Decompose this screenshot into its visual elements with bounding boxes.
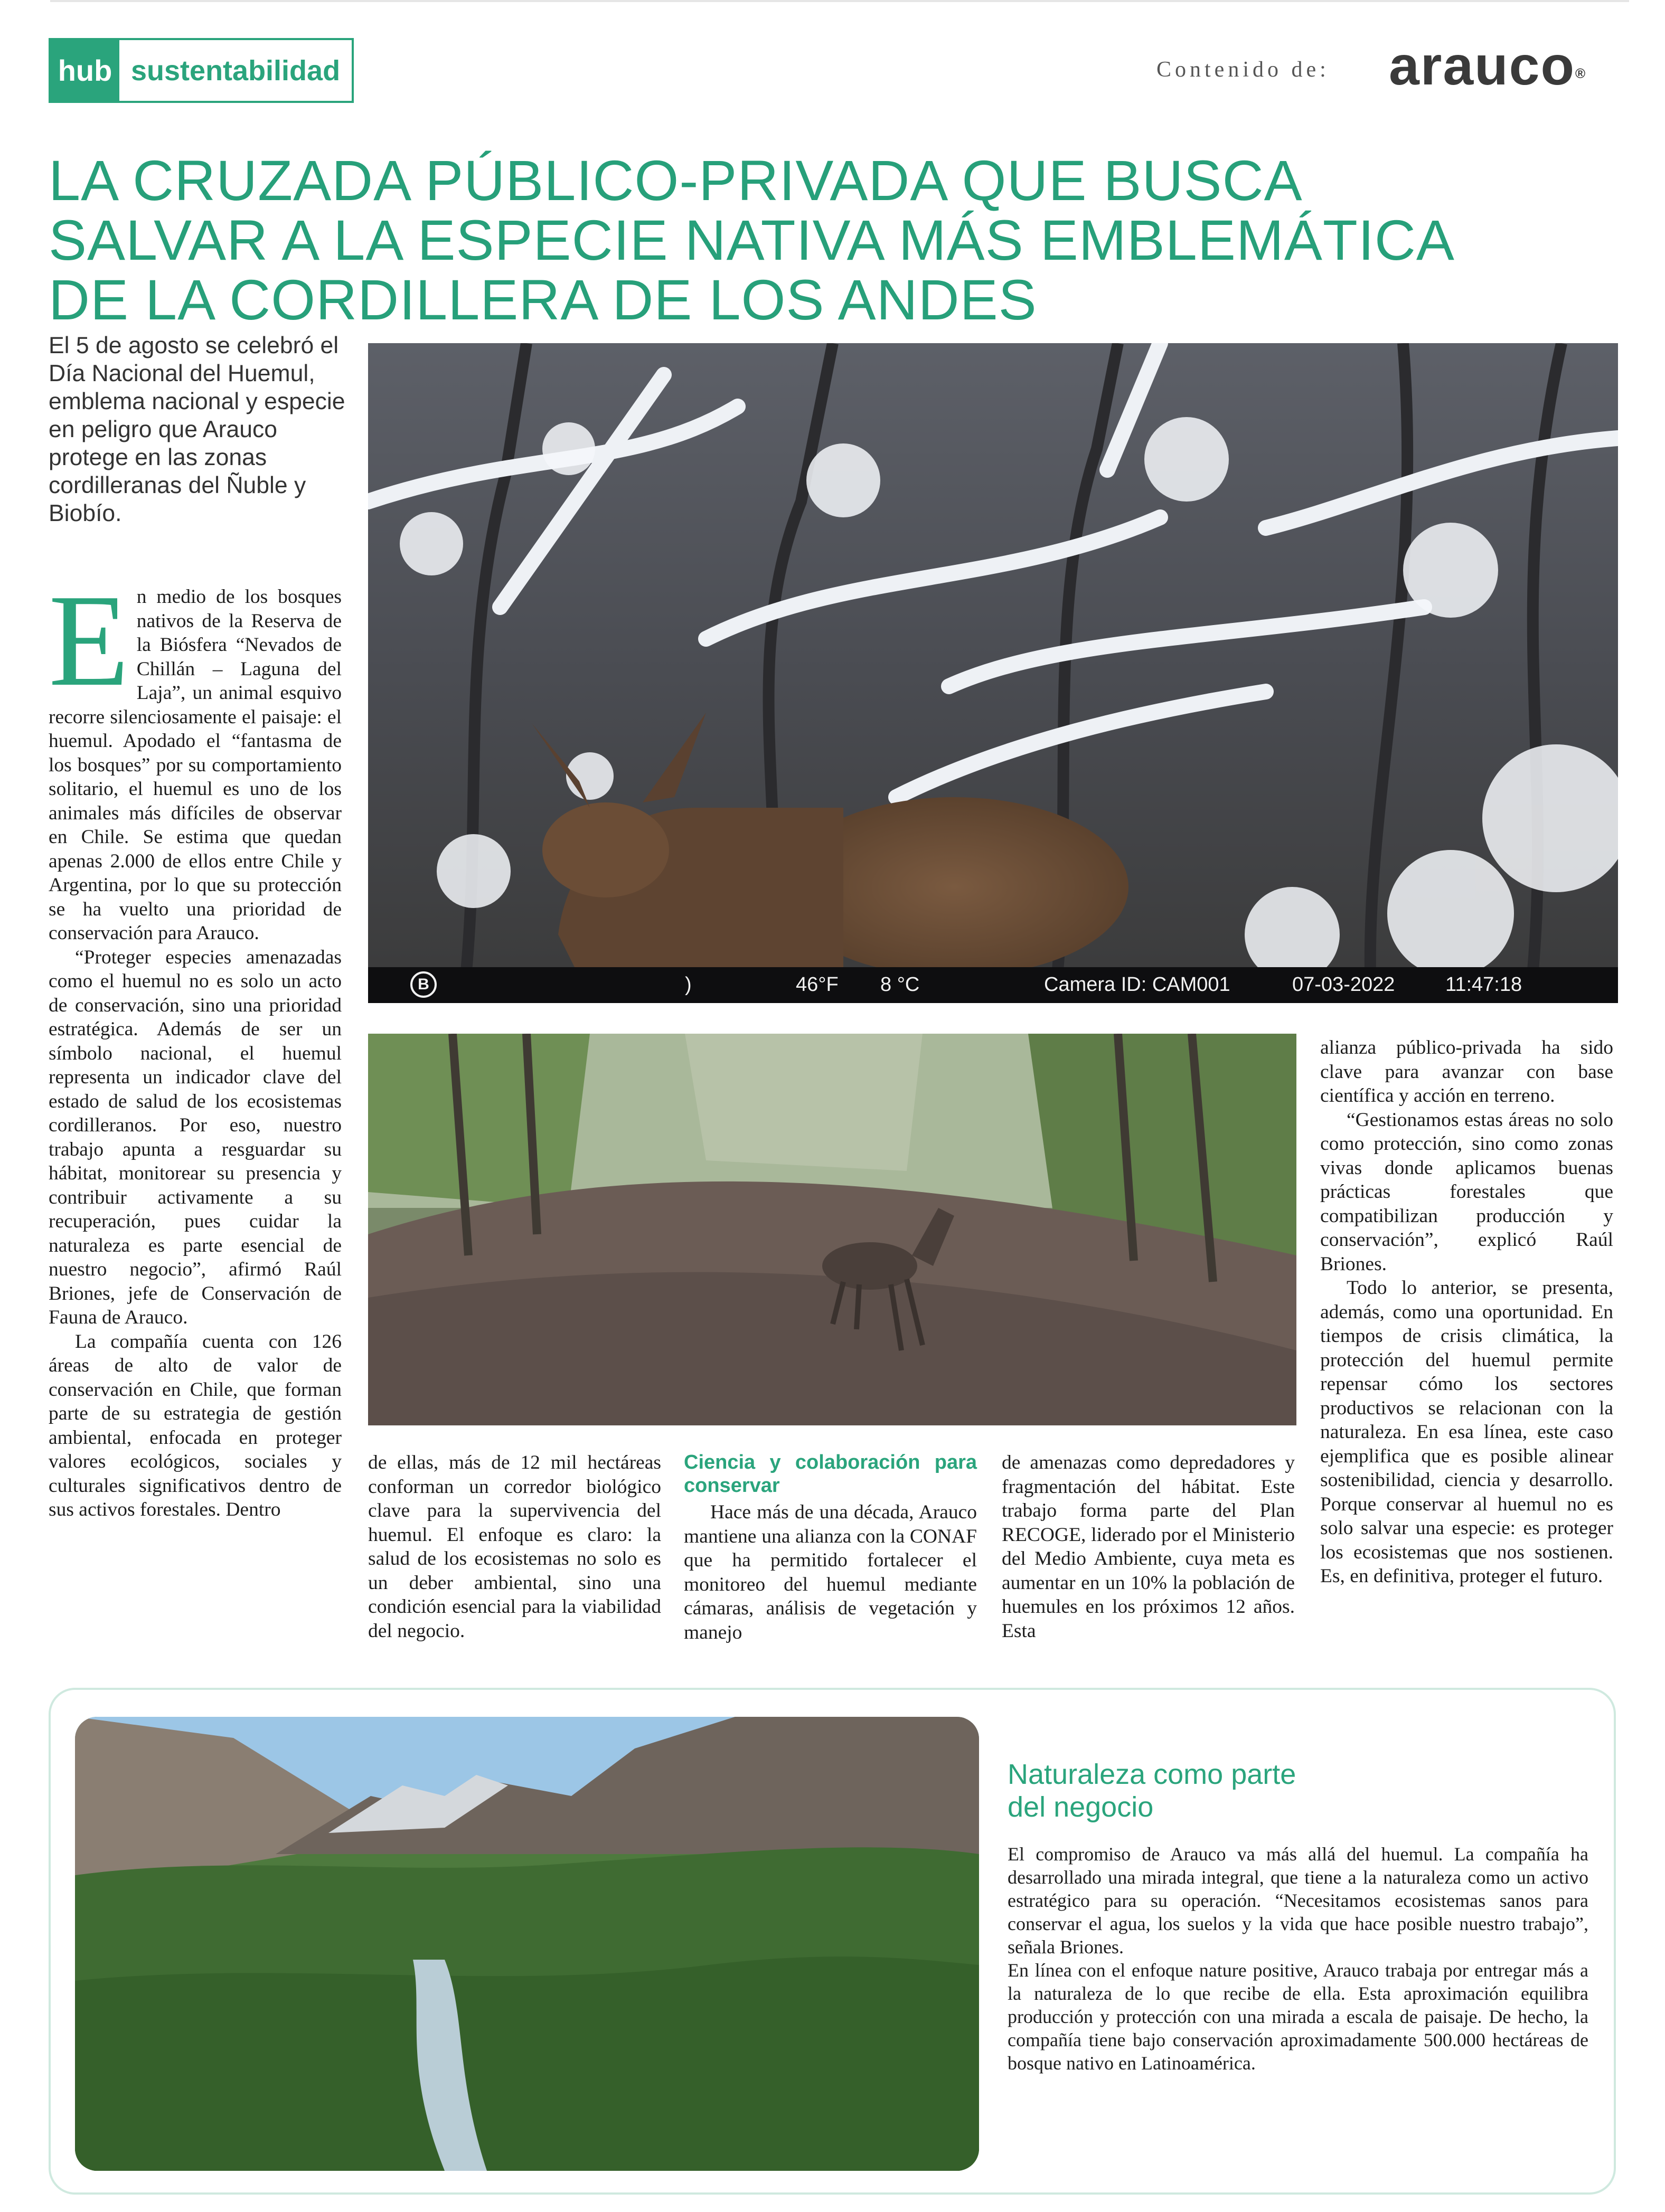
- paragraph: Hace más de una década, Arauco mantiene una alianza con la CONAF que ha permitido fortalecer el monitoreo del huemul mediante cámaras, análisis de vegetación y manejo: [684, 1501, 977, 1643]
- paragraph: En medio de los bosques nativos de la Reserva de la Biósfera “Nevados de Chillán – Laguna del Laja”, un animal esquivo recorre silenciosamente el paisaje: el huemul. Apodado el “fantasma de los bosques” por su comportamiento solitario, el huemul es uno de los animales más difíciles de observar en Chile. Se estima que quedan apenas 2.000 de ellos entre Chile y Argentina, por lo que su protección se ha vuelto una prioridad de conservación para Arauco.: [49, 568, 342, 944]
- photo-huemul-snow: [368, 343, 1618, 1003]
- temperature-f: 46°F: [796, 973, 839, 996]
- section-tag[interactable]: [49, 38, 354, 103]
- camera-time: 11:47:18: [1445, 973, 1522, 996]
- valley-forest-image: [75, 1717, 979, 2171]
- title-line: DE LA CORDILLERA DE LOS ANDES: [49, 268, 1037, 332]
- box-text: [1008, 1842, 1588, 2075]
- photo-huemul-slope: [368, 1034, 1296, 1425]
- section-label: sustentabilidad: [131, 54, 341, 87]
- photo-valley: [75, 1717, 979, 2171]
- drop-cap: E: [49, 568, 129, 714]
- body-column-4: [1002, 1451, 1295, 1643]
- sponsor-label: Contenido de:: [1156, 58, 1330, 82]
- paragraph: “Gestionamos estas áreas no solo como protección, sino como zonas vivas donde aplicamos buenas prácticas forestales que compatibilizan producción y conservación”, explicó Raúl Briones.: [1320, 1109, 1613, 1275]
- paragraph: La compañía cuenta con 126 áreas de alto de valor de conservación en Chile, que forman parte de su estrategia de gestión ambiental, enfocada en proteger valores ecológicos, sociales y culturales significativos dentro de sus activos forestales. Dentro: [49, 1330, 342, 1520]
- paragraph: de amenazas como depredadores y fragmentación del hábitat. Este trabajo forma parte del Plan RECOGE, liderado por el Ministerio del Medio Ambiente, cuya meta es aumentar en un 10% la población de huemules en los próximos 12 años. Esta: [1002, 1452, 1295, 1642]
- body-column-2: [368, 1451, 661, 1643]
- paragraph: “Proteger especies amenazadas como el huemul no es solo un acto de conservación, sino una prioridad estratégica. Además de ser un símbolo nacional, el huemul representa un indicador clave del estado de salud de los ecosistemas cordilleranos. Por eso, nuestro trabajo apunta a resguardar su hábitat, monitorear su presencia y contribuir activamente a su recuperación, pues cuidar la naturaleza es parte esencial de nuestro negocio”, afirmó Raúl Briones, jefe de Conservación de Fauna de Arauco.: [49, 946, 342, 1328]
- paragraph: El compromiso de Arauco va más allá del huemul. La compañía ha desarrollado una mirada integral, que tiene a la naturaleza como un activo estratégico para su operación. “Necesitamos ecosistemas sanos para conservar el agua, los suelos y la vida que hace posible nuestro trabajo”, señala Briones.: [1008, 1844, 1588, 1958]
- camera-info-bar: [368, 967, 1618, 1003]
- camera-id: Camera ID: CAM001: [1044, 973, 1230, 996]
- body-column-5: [1320, 1036, 1613, 1589]
- temperature-c: 8 °C: [880, 973, 920, 996]
- camera-brand-icon: B: [410, 971, 437, 998]
- body-column-3: [684, 1451, 977, 1644]
- top-rule: [50, 0, 1629, 2]
- brand-logo: arauco®: [1389, 35, 1587, 97]
- paragraph: Todo lo anterior, se presenta, además, como una oportunidad. En tiempos de crisis climática, la protección del huemul permite repensar cómo los sectores productivos se relacionan con la naturaleza. En esa línea, este caso ejemplifica que es posible alinear sostenibilidad, ciencia y desarrollo. Porque conservar al huemul no es solo salvar una especie: es proteger los ecosistemas que nos sostienen. Es, en definitiva, proteger el futuro.: [1320, 1277, 1613, 1587]
- paragraph: de ellas, más de 12 mil hectáreas conforman un corredor biológico clave para la supervivencia del huemul. El enfoque es claro: la salud de los ecosistemas no solo es un deber ambiental, sino una condición esencial para la viabilidad del negocio.: [368, 1452, 661, 1642]
- box-heading: Naturaleza como parte del negocio: [1008, 1759, 1296, 1823]
- forest-slope-image: [368, 1034, 1296, 1425]
- snow-forest-image: [368, 343, 1618, 1003]
- paragraph: En línea con el enfoque nature positive, Arauco trabaja por entregar más a la naturaleza de lo que recibe de ella. Esta aproximación equilibra producción y protección con una mirada a escala de paisaje. De hecho, la compañía tiene bajo conservación aproximadamente 500.000 hectáreas de bosque nativo en Latinoamérica.: [1008, 1960, 1588, 2074]
- moon-phase-icon: ): [685, 973, 692, 996]
- hub-badge: hub: [51, 40, 119, 101]
- article-lead: El 5 de agosto se celebró el Día Nacional del Huemul, emblema nacional y especie en peligro que Arauco protege en las zonas cordilleranas del Ñuble y Biobío.: [49, 333, 345, 526]
- title-line: LA CRUZADA PÚBLICO-PRIVADA QUE BUSCA: [49, 148, 1303, 212]
- body-column-1: [49, 568, 342, 1522]
- title-line: SALVAR A LA ESPECIE NATIVA MÁS EMBLEMÁTICA: [49, 208, 1455, 272]
- paragraph: alianza público-privada ha sido clave para avanzar con base científica y acción en terreno.: [1320, 1037, 1613, 1107]
- article-title: [49, 148, 1580, 332]
- section-subhead: Ciencia y colaboración para conservar: [684, 1451, 977, 1497]
- camera-date: 07-03-2022: [1292, 973, 1395, 996]
